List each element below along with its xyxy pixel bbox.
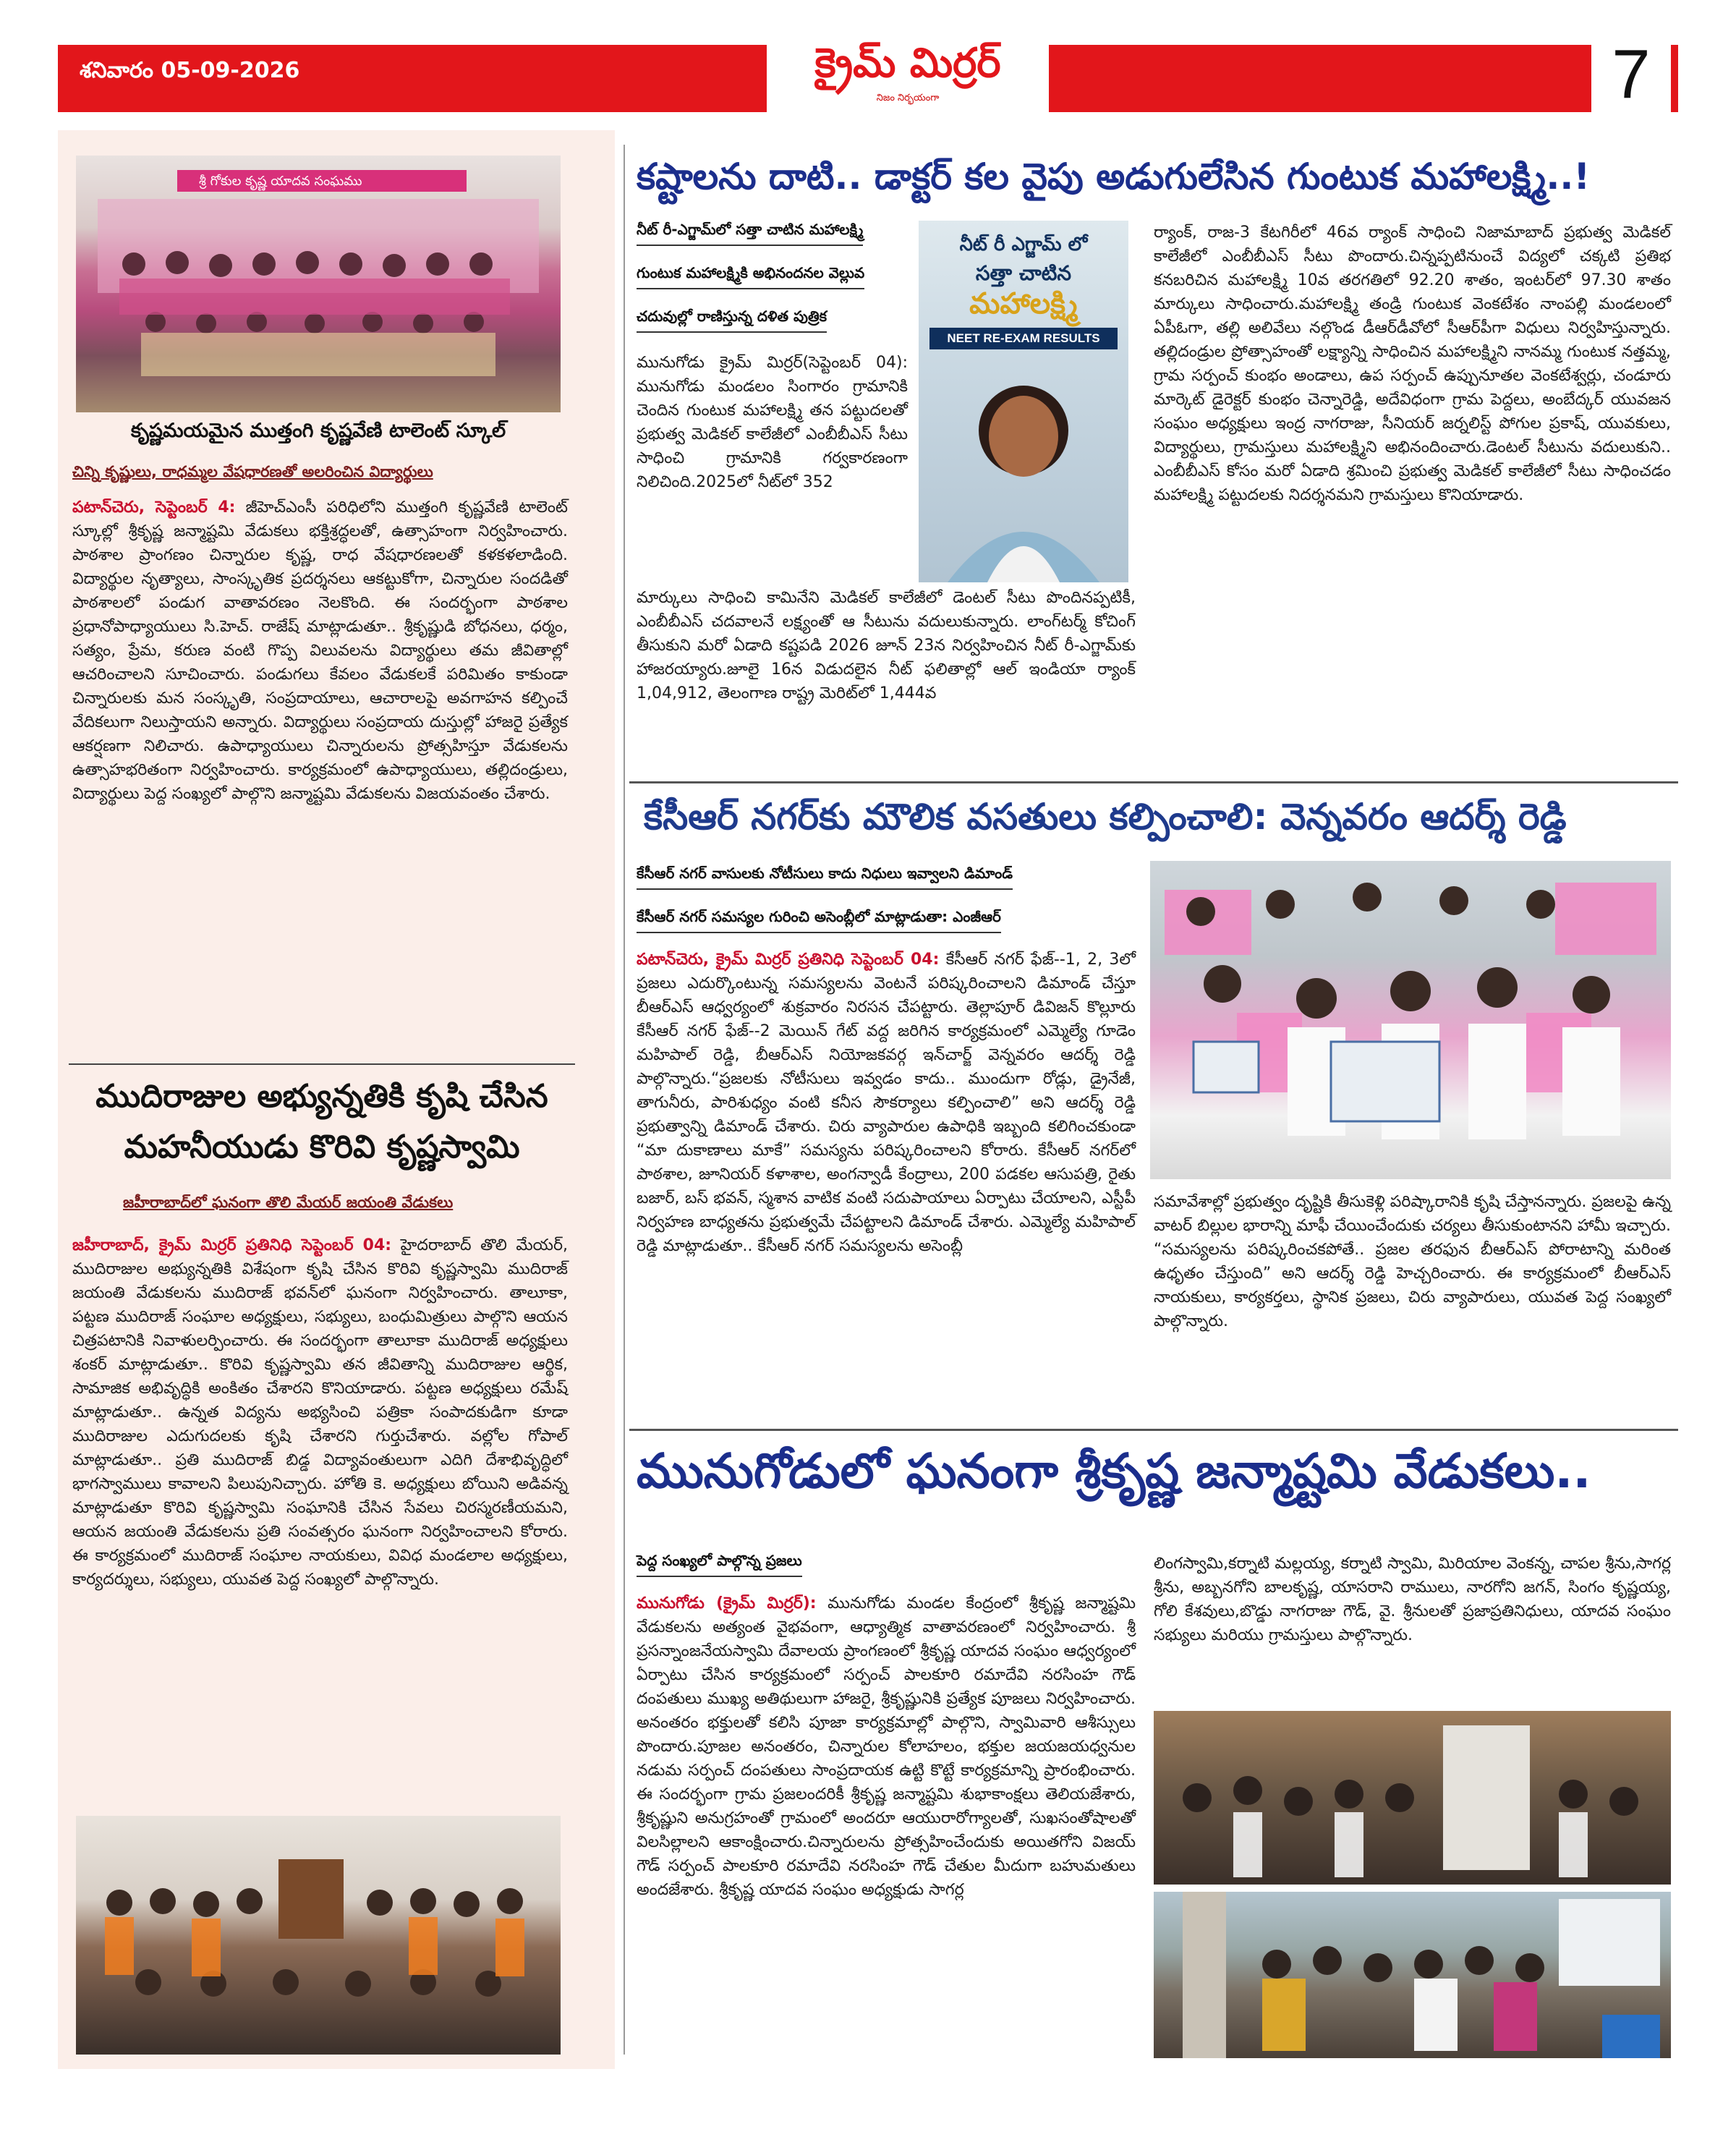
poster-line-1: నీట్ రీ ఎగ్జామ్ లో — [959, 234, 1088, 255]
mahalakshmi-body-right: ర్యాంక్, రాజ-3 కేటగిరీలో 46వ ర్యాంక్ సాధించి నిజామాబాద్ ప్రభుత్వ మెడికల్ కాలేజీలో ఎంబీబీఎస్ సీటు పొందారు.చిన్నప్పటినుంచే విద్యలో చక్కటి ప్రతిభ కనబరిచిన మహాలక్ష్మి 10వ తరగతిలో 92.20 శాతం, ఇంటర్‌లో 97.30 శాతం మార్కులు సాధించారు.మహాలక్ష్మి తండ్రి గుంటుక వెంకటేశం నాంపల్లి మండలంలో ఏపీఓగా, తల్లి అలివేలు నల్గొండ డీఆర్‌డీవోలో సీఆర్‌పీగా విధులు నిర్వహిస్తున్నారు. తల్లిదండ్రుల ప్రోత్సాహంతో లక్ష్యాన్ని సాధించిన మహాలక్ష్మిని నానమ్మ గుంటుక నత్తమ్మ, గ్రామ సర్పంచ్ కుంభం అండాలు, ఉప సర్పంచ్ ఉప్పునూతల వెంకటేశ్వర్లు, చండూరు మార్కెట్ డైరెక్టర్ కుంభం చెన్నారెడ్డి, అదేవిధంగా గ్రామ పెద్దలు, అంబేద్కర్ యువజన సంఘం అధ్యక్షులు ఇంద్ర నాగరాజు, సీనియర్ జర్నలిస్ట్ పోగుల ప్రకాష్, యువకులు, విద్యార్థులు, గ్రామస్తులు మహాలక్ష్మిని అభినందించారు.డెంటల్ సీటును వదులుకుని.. ఎంబీబీఎస్ కోసం మరో ఏడాది శ్రమించి ప్రభుత్వ మెడికల్ కాలేజీలో సీటు సాధించడం మహాలక్ష్మి పట్టుదలకు నిదర్శనమని గ్రామస్తులు కొనియాడారు. — [1154, 224, 1671, 504]
school-story-body — [72, 496, 568, 806]
mudiraj-photo-illustration — [76, 1816, 561, 2055]
school-celebration-photo — [76, 156, 561, 412]
protest-photo-illustration — [1150, 861, 1671, 1179]
mahalakshmi-kicker-3: చదువుల్లో రాణిస్తున్న దళిత పుత్రిక — [637, 307, 827, 333]
school-story-text: జీహెచ్ఎంసీ పరిధిలోని ముత్తంగి కృష్ణవేణి టాలెంట్ స్కూల్లో శ్రీకృష్ణ జన్మాష్టమి వేడుకలు భక్తిశ్రద్ధలతో, ఉత్సాహంగా నిర్వహించారు. పాఠశాల ప్రాంగణం చిన్నారుల కృష్ణ, రాధ వేషధారణలతో కళకళలాడింది. విద్యార్థుల నృత్యాలు, సాంస్కృతిక ప్రదర్శనలు ఆకట్టుకోగా, చిన్నారుల సందడితో పాఠశాలలో పండుగ వాతావరణం నెలకొంది. ఈ సందర్భంగా పాఠశాల ప్రధానోపాధ్యాయులు సి.హెచ్. రాజేష్ మాట్లాడుతూ.. శ్రీకృష్ణుడి బోధనలు, ధర్మం, సత్యం, ప్రేమ, కరుణ వంటి గొప్ప విలువలను విద్యార్థులు తమ జీవితాల్లో ఆచరించాలని సూచించారు. పండుగలు కేవలం వేడుకలకే పరిమితం కాకుండా చిన్నారులకు మన సంస్కృతి, సంప్రదాయాలు, ఆచారాలపై అవగాహన కల్పించే వేదికలుగా నిలుస్తాయని అన్నారు. విద్యార్థులు సంప్రదాయ దుస్తుల్లో హాజరై ప్రత్యేక ఆకర్షణగా నిలిచారు. ఉపాధ్యాయులు చిన్నారులను ప్రోత్సహిస్తూ వేడుకలను ఉత్సాహభరితంగా నిర్వహించారు. కార్యక్రమంలో ఉపాధ్యాయులు, తల్లిదండ్రులు, విద్యార్థులు పెద్ద సంఖ్యలో పాల్గొని జన్మాష్టమి వేడుకలను విజయవంతం చేశారు. — [72, 498, 568, 803]
munugode-photo-1 — [1154, 1711, 1671, 1885]
mudiraj-headline-line2: మహనీయుడు కొరివి కృష్ణస్వామి — [124, 1129, 520, 1165]
mudiraj-story-body — [72, 1233, 568, 1592]
kcr-nagar-kicker-1: కేసీఆర్ నగర్ వాసులకు నోటీసులు కాదు నిధులు ఇవ్వాలని డిమాండ్ — [637, 864, 1013, 890]
mahalakshmi-kicker-2: గుంటుక మహాలక్ష్మికి అభినందనల వెల్లువ — [637, 264, 864, 289]
munugode-photo-1-illustration — [1154, 1711, 1671, 1885]
mudiraj-story-text: హైదరాబాద్ తొలి మేయర్, ముదిరాజుల అభ్యున్నతికి విశేషంగా కృషి చేసిన కొరివి కృష్ణస్వామి ముదిరాజ్ జయంతి వేడుకలను ముదిరాజ్ భవన్‌లో ఘనంగా నిర్వహించారు. తాలూకా, పట్టణ ముదిరాజ్ సంఘాల అధ్యక్షులు, సభ్యులు, బంధుమిత్రులు పాల్గొని ఆయన చిత్రపటానికి నివాళులర్పించారు. ఈ సందర్భంగా తాలూకా ముదిరాజ్ అధ్యక్షులు శంకర్ మాట్లాడుతూ.. కొరివి కృష్ణస్వామి తన జీవితాన్ని ముదిరాజుల ఆర్థిక, సామాజిక అభివృద్ధికి అంకితం చేశారని కొనియాడారు. పట్టణ అధ్యక్షులు రమేష్ మాట్లాడుతూ.. ఉన్నత విద్యను అభ్యసించి పత్రికా సంపాదకుడిగా కూడా ముదిరాజుల ఎదుగుదలకు కృషి చేశారని గుర్తుచేశారు. వల్లోల గోపాల్ మాట్లాడుతూ.. ప్రతి ముదిరాజ్ బిడ్డ విద్యావంతులుగా ఎదిగి దేశాభివృద్ధిలో భాగస్వాములు కావాలని పిలుపునిచ్చారు. హోతి కె. అధ్యక్షులు బోయిని అడివన్న మాట్లాడుతూ కొరివి కృష్ణస్వామి సంఘానికి చేసిన సేవలు చిరస్మరణీయమని, ఆయన జయంతి వేడుకలను ప్రతి సంవత్సరం ఘనంగా నిర్వహించాలని కోరారు. ఈ కార్యక్రమంలో ముదిరాజ్ సంఘాల నాయకులు, వివిధ మండలాల అధ్యక్షులు, కార్యదర్శులు, సభ్యులు, యువత పెద్ద సంఖ్యలో పాల్గొన్నారు. — [72, 1236, 568, 1589]
mudiraj-kicker: జహీరాబాద్‌లో ఘనంగా తొలి మేయర్ జయంతి వేడుకలు — [123, 1194, 454, 1211]
student-portrait — [919, 351, 1128, 582]
school-story-dateline: పటాన్‌చెరు, సెప్టెంబర్ 4: — [72, 498, 236, 517]
kcr-nagar-headline: కేసీఆర్ నగర్‌కు మౌలిక వసతులు కల్పించాలి: వెన్నవరం ఆదర్శ్ రెడ్డి — [644, 796, 1567, 838]
poster-name: మహాలక్ష్మి — [969, 287, 1078, 320]
mahalakshmi-body-left-bottom: మార్కులు సాధించి కామినేని మెడికల్ కాలేజీలో డెంటల్ సీటు పొందినప్పటికీ, ఎంబీబీఎస్ చదవాలనే లక్ష్యంతో ఆ సీటును వదులుకున్నారు. లాంగ్‌టర్మ్ కోచింగ్ తీసుకుని మరో ఏడాది కష్టపడి 2026 జూన్ 23న నిర్వహించిన నీట్ రీ-ఎగ్జామ్‌కు హాజరయ్యారు.జూలై 16న విడుదలైన నీట్ ఫలితాల్లో ఆల్ ఇండియా ర్యాంక్ 1,04,912, తెలంగాణ రాష్ట్ర మెరిట్‌లో 1,444వ — [637, 589, 1136, 702]
school-story-kicker: చిన్ని కృష్ణులు, రాధమ్మల వేషధారణతో అలరించిన విద్యార్థులు — [72, 463, 433, 480]
munugode-story-body — [637, 1592, 1136, 1902]
issue-date: శనివారం 05-09-2026 — [80, 58, 300, 83]
mahalakshmi-body-left-top: మునుగోడు క్రైమ్ మిర్రర్(సెప్టెంబర్ 04): మునుగోడు మండలం సింగారం గ్రామానికి చెందిన గుంటుక మహాలక్ష్మి తన పట్టుదలతో ప్రభుత్వ మెడికల్ కాలేజీలో ఎంబీబీఎస్ సీటు సాధించి గ్రామానికి గర్వకారణంగా నిలిచింది.2025లో నీట్‌లో 352 — [637, 354, 908, 491]
poster-band: NEET RE-EXAM RESULTS — [929, 328, 1118, 349]
page-number-box — [1591, 35, 1671, 114]
munugode-body-right: లింగస్వామి,కర్నాటి మల్లయ్య, కర్నాటి స్వామి, మిరియాల వెంకన్న, చాపల శ్రీను,సాగర్ల శ్రీను, అబ్బనగోని బాలకృష్ణ, యాసరాని రాములు, నారగోని జగన్, సింగం కృష్ణయ్య, గోలి కేశవులు,బొడ్డు నాగరాజు గౌడ్, వై. శ్రీనులతో ప్రజాప్రతినిధులు, యాదవ సంఘం సభ్యులు మరియు గ్రామస్తులు పాల్గొన్నారు. — [1154, 1555, 1671, 1644]
kcr-nagar-story-text: కేసీఆర్ నగర్ ఫేజ్--1, 2, 3లో ప్రజలు ఎదుర్కొంటున్న సమస్యలను వెంటనే పరిష్కరించాలని డిమాండ్ చేస్తూ బీఆర్ఎస్ ఆధ్వర్యంలో శుక్రవారం నిరసన చేపట్టారు. తెల్లాపూర్ డివిజన్ కొల్లూరు కేసీఆర్ నగర్ ఫేజ్--2 మెయిన్ గేట్ వద్ద జరిగిన కార్యక్రమంలో ఎమ్మెల్యే గూడెం మహిపాల్ రెడ్డి, బీఆర్ఎస్ నియోజకవర్గ ఇన్‌చార్జ్ వెన్నవరం ఆదర్శ్ రెడ్డి పాల్గొన్నారు.“ప్రజలకు నోటీసులు ఇవ్వడం కాదు.. ముందుగా రోడ్లు, డ్రైనేజీ, తాగునీరు, పారిశుధ్యం వంటి కనీస సౌకర్యాలు కల్పించాలి” అని ఆదర్శ్ రెడ్డి ప్రభుత్వాన్ని డిమాండ్ చేశారు. చిరు వ్యాపారుల ఉపాధికి ఇబ్బంది కలిగించకుండా “మా దుకాణాలు మాకే” సమస్యను పరిష్కరించాలని కోరారు. కేసీఆర్ నగర్‌లో పాఠశాల, జూనియర్ కళాశాల, అంగన్వాడీ కేంద్రాలు, 200 పడకల ఆసుపత్రి, రైతు బజార్, బస్ భవన్, స్మశాన వాటిక వంటి సదుపాయాలు ఏర్పాటు చేయాలని, ఎస్టీపీ నిర్వహణ బాధ్యతను ప్రభుత్వమే చేపట్టాలని డిమాండ్ చేశారు. ఎమ్మెల్యే మహిపాల్ రెడ్డి మాట్లాడుతూ.. కేసీఆర్ నగర్ సమస్యలను అసెంబ్లీ — [637, 951, 1136, 1255]
brs-protest-photo — [1150, 861, 1671, 1179]
masthead-logo — [767, 35, 1049, 114]
neet-poster — [919, 221, 1128, 582]
mahalakshmi-kicker-1: నీట్ రీ-ఎగ్జామ్‌లో సత్తా చాటిన మహాలక్ష్మి — [637, 221, 863, 246]
munugode-story-text: మునుగోడు మండల కేంద్రంలో శ్రీకృష్ణ జన్మాష్టమి వేడుకలను అత్యంత వైభవంగా, ఆధ్యాత్మిక వాతావరణంలో నిర్వహించారు. శ్రీ ప్రసన్నాంజనేయస్వామి దేవాలయ ప్రాంగణంలో శ్రీకృష్ణ యాదవ సంఘం ఆధ్వర్యంలో ఏర్పాటు చేసిన కార్యక్రమంలో సర్పంచ్ పాలకూరి రమాదేవి నరసింహ గౌడ్ దంపతులు ముఖ్య అతిథులుగా హాజరై, శ్రీకృష్ణునికి ప్రత్యేక పూజలు నిర్వహించారు. అనంతరం భక్తులతో కలిసి పూజా కార్యక్రమాల్లో పాల్గొని, స్వామివారి ఆశీస్సులు పొందారు.పూజల అనంతరం, చిన్నారుల కోలాహలం, భక్తుల జయజయధ్వనుల నడుమ సర్పంచ్ దంపతులు సాంప్రదాయక ఉట్టి కొట్టే కార్యక్రమాన్ని ప్రారంభించారు. ఈ సందర్భంగా గ్రామ ప్రజలందరికీ శ్రీకృష్ణ జన్మాష్టమి శుభాకాంక్షలు తెలియజేశారు, శ్రీకృష్ణుని అనుగ్రహంతో గ్రామంలో అందరూ ఆయురారోగ్యాలతో, సుఖసంతోషాలతో విలసిల్లాలని ఆకాంక్షించారు.చిన్నారులను ప్రోత్సహించేందుకు అయితగోని విజయ్ గౌడ్ సర్పంచ్ పాలకూరి రమాదేవి నరసింహ గౌడ్ చేతుల మీదుగా బహుమతులు అందజేశారు. శ్రీకృష్ణ యాదవ సంఘం అధ్యక్షుడు సాగర్ల — [637, 1594, 1136, 1899]
mudiraj-dateline: జహీరాబాద్, క్రైమ్ మిర్రర్ ప్రతినిధి సెప్టెంబర్ 04: — [72, 1236, 392, 1254]
munugode-photo-2-illustration — [1154, 1892, 1671, 2058]
munugode-kicker: పెద్ద సంఖ్యలో పాల్గొన్న ప్రజలు — [637, 1552, 802, 1577]
poster-line-2: సత్తా చాటిన — [975, 261, 1072, 285]
kcr-nagar-body-right: సమావేశాల్లో ప్రభుత్వం దృష్టికి తీసుకెళ్లి పరిష్కారానికి కృషి చేస్తానన్నారు. ప్రజలపై ఉన్న వాటర్ బిల్లుల భారాన్ని మాఫీ చేయించేందుకు చర్యలు తీసుకుంటానని హామీ ఇచ్చారు. “సమస్యలను పరిష్కరించకపోతే.. ప్రజల తరఫున బీఆర్ఎస్ పోరాటాన్ని మరింత ఉధృతం చేస్తుంది” అని ఆదర్శ్ రెడ్డి హెచ్చరించారు. ఈ కార్యక్రమంలో బీఆర్ఎస్ నాయకులు, కార్యకర్తలు, స్థానిక ప్రజలు, చిరు వ్యాపారులు, యువత పెద్ద సంఖ్యలో పాల్గొన్నారు. — [1154, 1193, 1671, 1330]
kcr-nagar-kicker-2: కేసీఆర్ నగర్ సమస్యల గురించి అసెంబ్లీలో మాట్లాడుతా: ఎంజీఆర్ — [637, 908, 1001, 933]
kcr-nagar-story-body — [637, 948, 1136, 1258]
page-number: 7 — [1612, 35, 1651, 113]
mudiraj-headline-line1: ముదిరాజుల అభ్యున్నతికి కృషి చేసిన — [95, 1078, 548, 1115]
story-divider-2 — [629, 1429, 1678, 1431]
logo-text: క్రైమ్ మిర్రర్ — [814, 40, 1001, 87]
story-divider-1 — [629, 781, 1678, 783]
school-photo-illustration — [76, 156, 561, 412]
munugode-dateline: మునుగోడు (క్రైమ్ మిర్రర్): — [637, 1594, 817, 1613]
mudiraj-jayanti-photo — [76, 1816, 561, 2055]
school-photo-caption: కృష్ణమయమైన ముత్తంగి కృష్ణవేణి టాలెంట్ స్కూల్ — [130, 420, 506, 442]
munugode-photo-2 — [1154, 1892, 1671, 2058]
mahalakshmi-headline: కష్టాలను దాటి.. డాక్టర్ కల వైపు అడుగులేసిన గుంటుక మహాలక్ష్మి..! — [637, 156, 1591, 197]
munugode-headline: మునుగోడులో ఘనంగా శ్రీకృష్ణ జన్మాష్టమి వేడుకలు.. — [637, 1443, 1591, 1499]
photo-banner-text: శ్రీ గోకుల కృష్ణ యాదవ సంఘము — [199, 174, 362, 189]
column-divider — [624, 145, 625, 2055]
left-divider — [69, 1063, 575, 1065]
logo-tagline: నిజం నిర్భయంగా — [876, 93, 940, 103]
kcr-nagar-dateline: పటాన్‌చెరు, క్రైమ్ మిర్రర్ ప్రతినిధి సెప్టెంబర్ 04: — [637, 951, 940, 969]
